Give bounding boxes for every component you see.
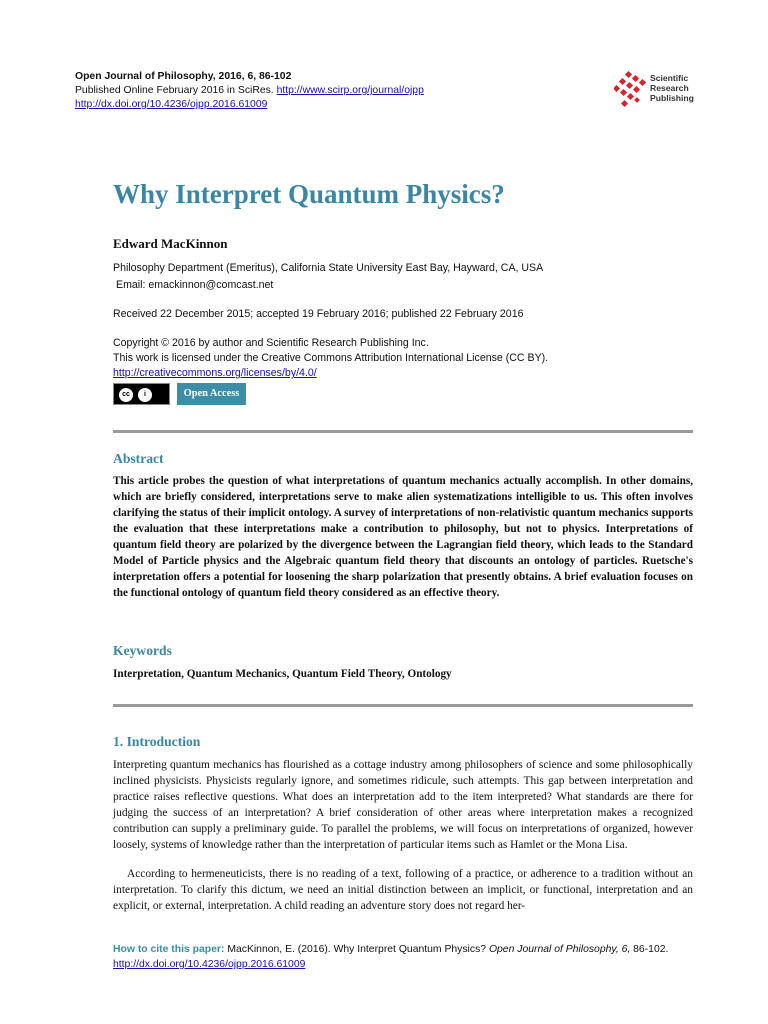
license-url-link[interactable]: http://creativecommons.org/licenses/by/4.0/ xyxy=(113,367,317,379)
author-affiliation: Philosophy Department (Emeritus), California State University East Bay, Hayward, CA, USA xyxy=(113,262,544,274)
author-email[interactable]: Email: emackinnon@comcast.net xyxy=(116,279,274,291)
header-doi-link[interactable]: http://dx.doi.org/10.4236/ojpp.2016.61009 xyxy=(75,99,268,110)
attribution-icon: i xyxy=(137,387,153,403)
citation-text: MacKinnon, E. (2016). Why Interpret Quantum Physics? xyxy=(227,944,487,955)
license-statement: This work is licensed under the Creative Commons Attribution International License (CC BY). xyxy=(113,352,549,364)
journal-header xyxy=(75,70,595,112)
citation-doi-link[interactable]: http://dx.doi.org/10.4236/ojpp.2016.61009 xyxy=(113,959,306,970)
divider-top xyxy=(113,430,693,433)
logo-line-1: Scientific xyxy=(650,73,689,83)
scirp-logo-text xyxy=(650,73,694,103)
license-block xyxy=(113,336,548,381)
journal-url-link[interactable]: http://www.scirp.org/journal/ojpp xyxy=(276,85,424,96)
intro-paragraph-2: According to hermeneuticists, there is no reading of a text, following of a practice, or adherence to a tradition without an interpretation. To clarify this dictum, we need an initial distinction between an implicit, or functional, interpretation and an explicit, or external, interpretation. A child reading an adventure story does not regard her- xyxy=(113,868,693,913)
published-line xyxy=(75,84,595,98)
introduction-heading: 1. Introduction xyxy=(113,734,201,749)
article-title: Why Interpret Quantum Physics? xyxy=(113,179,505,209)
open-access-badge: Open Access xyxy=(177,383,246,405)
scirp-logo-mark-icon xyxy=(614,70,648,110)
keywords-heading: Keywords xyxy=(113,643,172,658)
citation-label: How to cite this paper: xyxy=(113,944,225,955)
article-dates: Received 22 December 2015; accepted 19 February 2016; published 22 February 2016 xyxy=(113,308,524,320)
author-name: Edward MacKinnon xyxy=(113,236,228,251)
intro-paragraph-1: Interpreting quantum mechanics has flourished as a cottage industry among philosophers of science and some philosophically inclined physicists. Physicists regularly ignore, and sometimes ridicule, such attempts. This gap between interpretation and practice raises reflective questions. What does an interpretation add to the item interpreted? What standards are there for judging the success of an interpretation? A brief consideration of other areas where interpretation makes a recognized contribution can supply a preliminary guide. To parallel the problems, we will focus on interpretations of organized, however loosely, systems of knowledge rather than the interpretation of particular items such as Hamlet or the Mona Lisa. xyxy=(113,759,693,852)
logo-line-2: Research xyxy=(650,83,689,93)
logo-line-3: Publishing xyxy=(650,93,694,103)
keywords-text: Interpretation, Quantum Mechanics, Quantum Field Theory, Ontology xyxy=(113,668,452,680)
copyright-line: Copyright © 2016 by author and Scientific Research Publishing Inc. xyxy=(113,337,429,349)
citation-pages: 86-102. xyxy=(633,944,669,955)
abstract-text: This article probes the question of what interpretations of quantum mechanics actually accomplish. In other domains, which are briefly considered, interpretations serve to make alien systematizations intelligible to us. This often involves clarifying the status of their implicit ontology. A survey of interpretations of non-relativistic quantum mechanics supports the evaluation that these interpretations make a contribution to philosophy, but not to physics. Interpretations of quantum field theory are polarized by the divergence between the Lagrangian field theory, which leads to the Standard Model of Particle physics and the Algebraic quantum field theory that discounts an ontology of particles. Ruetsche's interpretation offers a potential for loosening the sharp polarization that presently obtains. A brief evaluation focuses on the functional ontology of quantum field theory considered as an effective theory. xyxy=(113,475,693,599)
cc-icon: cc xyxy=(118,387,134,403)
abstract-heading: Abstract xyxy=(113,451,164,466)
published-text: Published Online February 2016 in SciRes. xyxy=(75,85,274,96)
citation-journal: Open Journal of Philosophy, 6, xyxy=(488,944,631,955)
journal-citation-line: Open Journal of Philosophy, 2016, 6, 86-102 xyxy=(75,71,292,82)
scirp-logo xyxy=(614,70,704,110)
divider-bottom xyxy=(113,704,693,707)
citation-footer xyxy=(113,942,713,972)
cc-by-badge[interactable] xyxy=(113,383,170,405)
